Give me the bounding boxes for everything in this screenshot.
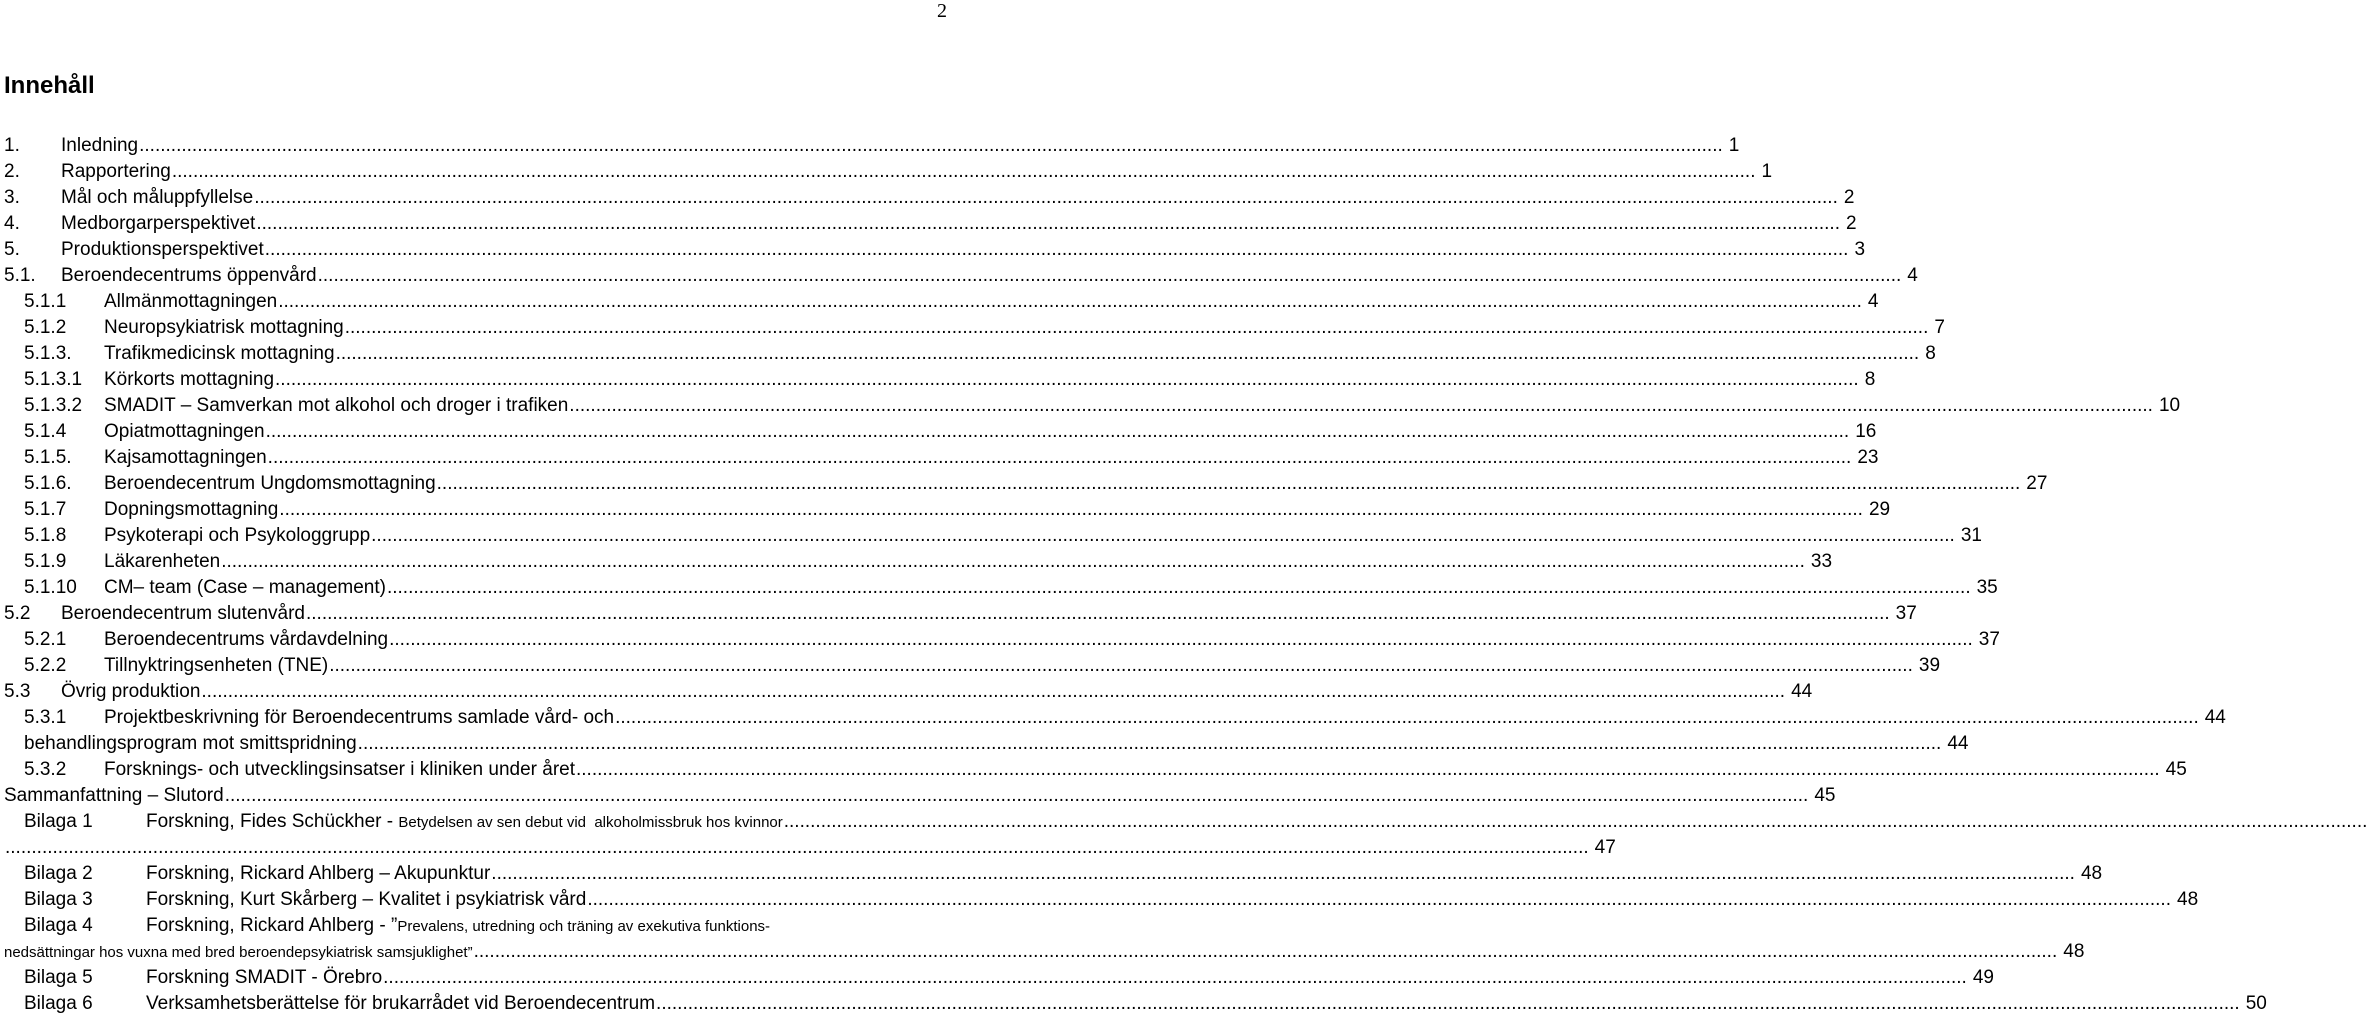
toc-dot-leader: ............................................................................................................................................................................................................................................................................................................	[264, 239, 1849, 260]
toc-entry-title: Forskning SMADIT - Örebro	[146, 967, 383, 988]
toc-entry-number: 4.	[4, 213, 20, 234]
toc-entry-page: 48	[2080, 863, 2103, 884]
toc-entry-number: 5.2.2	[24, 655, 67, 676]
toc-entry-page: 7	[1934, 317, 1945, 338]
toc-entry[interactable]	[0, 185, 1855, 211]
toc-entry[interactable]	[0, 237, 1866, 263]
toc-entry-page: 4	[1867, 291, 1879, 312]
toc-entry-title: Forskning, Fides Schückher -	[146, 811, 399, 832]
toc-dot-leader: ............................................................................................................................................................................................................................................................................................................	[569, 395, 2153, 416]
toc-entry-number: 5.1.	[4, 265, 36, 286]
toc-entry-title: Övrig produktion	[61, 681, 201, 702]
toc-entry-title: SMADIT – Samverkan mot alkohol och droger i trafiken	[104, 395, 569, 416]
toc-dot-leader: ............................................................................................................................................................................................................................................................................................................	[139, 135, 1723, 156]
toc-entry-number: 5.1.3.	[24, 343, 72, 364]
toc-entry-title: Forskning, Kurt Skårberg – Kvalitet i psykiatrisk vård	[146, 889, 587, 910]
toc-entry[interactable]	[0, 289, 1879, 315]
toc-dot-leader: ............................................................................................................................................................................................................................................................................................................	[587, 889, 2171, 910]
toc-entry[interactable]	[0, 341, 1936, 367]
toc-dot-leader: ............................................................................................................................................................................................................................................................................................................	[386, 577, 1971, 598]
toc-dot-leader: ............................................................................................................................................................................................................................................................................................................	[473, 941, 2058, 962]
toc-entry-number: 5.3.1	[24, 707, 67, 728]
toc-entry-page: 37	[1895, 603, 1917, 624]
toc-entry-page: 44	[1947, 733, 1969, 754]
toc-entry-page: 1	[1728, 135, 1740, 156]
toc-entry-page: 3	[1854, 239, 1866, 260]
toc-entry[interactable]	[0, 211, 1857, 237]
toc-entry-number: Bilaga 1	[24, 811, 93, 832]
toc-entry[interactable]	[0, 679, 1813, 705]
page-title: Innehåll	[4, 72, 95, 99]
toc-entry-number: 5.1.8	[24, 525, 67, 546]
toc-entry-number: Bilaga 6	[24, 993, 93, 1014]
toc-entry-page: 35	[1976, 577, 1998, 598]
toc-entry-number: 5.2	[4, 603, 31, 624]
toc-dot-leader: ............................................................................................................................................................................................................................................................................................................	[265, 421, 1850, 442]
toc-entry-number: 3.	[4, 187, 20, 208]
toc-dot-leader: ............................................................................................................................................................................................................................................................................................................	[344, 317, 1929, 338]
toc-dot-leader: ............................................................................................................................................................................................................................................................................................................	[5, 837, 1589, 858]
toc-entry-title: Dopningsmottagning	[104, 499, 279, 520]
toc-entry[interactable]	[0, 601, 1917, 627]
toc-entry-title: Medborgarperspektivet	[61, 213, 256, 234]
toc-entry-number: 5.3	[4, 681, 31, 702]
toc-dot-leader: ............................................................................................................................................................................................................................................................................................................	[335, 343, 1920, 364]
toc-entry-page: 8	[1864, 369, 1876, 390]
toc-entry-page: 31	[1960, 525, 1982, 546]
toc-entry-number: 5.1.6.	[24, 473, 72, 494]
toc-entry-page: 29	[1868, 499, 1891, 520]
toc-entry[interactable]	[0, 575, 1998, 601]
toc-entry[interactable]	[0, 393, 2181, 419]
toc-entry-number: 5.1.4	[24, 421, 67, 442]
toc-entry-title: Neuropsykiatrisk mottagning	[104, 317, 344, 338]
toc-dot-leader: ............................................................................................................................................................................................................................................................................................................	[254, 187, 1838, 208]
toc-entry-number: Bilaga 2	[24, 863, 93, 884]
toc-entry-number: 5.1.5.	[24, 447, 72, 468]
toc-entry[interactable]	[0, 835, 1616, 861]
toc-entry-page: 2	[1845, 213, 1857, 234]
toc-entry-number: 5.3.2	[24, 759, 67, 780]
page-number: 2	[937, 0, 947, 22]
toc-entry[interactable]	[0, 861, 2103, 887]
toc-entry-page: 2	[1843, 187, 1855, 208]
toc-entry[interactable]	[0, 887, 2199, 913]
toc-entry-page: 44	[2204, 707, 2226, 728]
toc-entry-page: 39	[1918, 655, 1941, 676]
toc-entry-page: 10	[2158, 395, 2181, 416]
toc-entry-number: 5.2.1	[24, 629, 67, 650]
toc-entry-title: Beroendecentrums vårdavdelning	[104, 629, 389, 650]
toc-entry-number: 5.1.2	[24, 317, 67, 338]
toc-entry-title: Psykoterapi och Psykologgrupp	[104, 525, 371, 546]
toc-entry-title: Verksamhetsberättelse för brukarrådet vid Beroendecentrum	[146, 993, 656, 1014]
toc-dot-leader: ............................................................................................................................................................................................................................................................................................................	[278, 291, 1862, 312]
toc-entry-subtitle: nedsättningar hos vuxna med bred beroendepsykiatrisk samsjuklighet”	[4, 944, 473, 961]
toc-entry[interactable]	[0, 159, 1773, 185]
toc-entry-title: Forskning, Rickard Ahlberg – Akupunktur	[146, 863, 491, 884]
table-of-contents	[0, 133, 2367, 1017]
toc-entry[interactable]	[0, 627, 2000, 653]
toc-dot-leader: ............................................................................................................................................................................................................................................................................................................	[383, 967, 1967, 988]
toc-entry[interactable]	[0, 757, 2187, 783]
toc-entry-number: 5.1.3.1	[24, 369, 83, 390]
toc-dot-leader: ............................................................................................................................................................................................................................................................................................................	[224, 785, 1809, 806]
toc-entry[interactable]	[0, 445, 1879, 471]
toc-entry[interactable]	[0, 471, 2048, 497]
toc-dot-leader: ............................................................................................................................................................................................................................................................................................................	[371, 525, 1955, 546]
toc-entry[interactable]	[0, 809, 2367, 835]
toc-entry-number: 5.1.3.2	[24, 395, 83, 416]
toc-entry-title: behandlingsprogram mot smittspridning	[24, 733, 357, 754]
toc-entry-page: 49	[1972, 967, 1994, 988]
toc-entry[interactable]	[0, 991, 2267, 1017]
toc-entry-page: 48	[2177, 889, 2199, 910]
toc-dot-leader: ............................................................................................................................................................................................................................................................................................................	[491, 863, 2075, 884]
toc-entry-page: 8	[1925, 343, 1936, 364]
toc-dot-leader: ............................................................................................................................................................................................................................................................................................................	[436, 473, 2021, 494]
toc-entry-title: Beroendecentrum slutenvård	[61, 603, 305, 624]
toc-entry[interactable]	[0, 523, 1982, 549]
toc-dot-leader: ............................................................................................................................................................................................................................................................................................................	[267, 447, 1852, 468]
toc-entry-title: Forskning, Rickard Ahlberg - ”	[146, 915, 398, 936]
toc-entry[interactable]	[0, 263, 1918, 289]
toc-entry[interactable]	[0, 653, 1941, 679]
toc-entry[interactable]	[0, 315, 1945, 341]
toc-dot-leader: ............................................................................................................................................................................................................................................................................................................	[305, 603, 1890, 624]
toc-entry[interactable]	[0, 913, 960, 939]
toc-entry-title: Trafikmedicinsk mottagning	[104, 343, 335, 364]
toc-dot-leader: ............................................................................................................................................................................................................................................................................................................	[389, 629, 1973, 650]
toc-entry-page: 27	[2026, 473, 2048, 494]
toc-entry-title: Produktionsperspektivet	[61, 239, 264, 260]
toc-entry-title: Kajsamottagningen	[104, 447, 267, 468]
toc-dot-leader: ............................................................................................................................................................................................................................................................................................................	[656, 993, 2240, 1014]
toc-entry-page: 48	[2063, 941, 2085, 962]
toc-entry-page: 33	[1810, 551, 1833, 572]
toc-entry-page: 23	[1857, 447, 1879, 468]
toc-entry[interactable]	[0, 731, 1969, 757]
toc-entry-number: 5.1.1	[24, 291, 67, 312]
toc-entry-page: 4	[1907, 265, 1918, 286]
toc-entry[interactable]	[0, 965, 1994, 991]
toc-entry[interactable]	[0, 783, 1836, 809]
toc-dot-leader: ............................................................................................................................................................................................................................................................................................................	[783, 811, 2367, 832]
toc-entry-page: 45	[2165, 759, 2187, 780]
toc-entry-title: Sammanfattning – Slutord	[4, 785, 224, 806]
toc-entry-number: Bilaga 5	[24, 967, 93, 988]
toc-entry-title: Rapportering	[61, 161, 171, 182]
toc-entry-page: 50	[2245, 993, 2267, 1014]
toc-entry-title: Opiatmottagningen	[104, 421, 265, 442]
toc-dot-leader: ............................................................................................................................................................................................................................................................................................................	[171, 161, 1756, 182]
toc-dot-leader: ............................................................................................................................................................................................................................................................................................................	[329, 655, 1913, 676]
toc-dot-leader: ............................................................................................................................................................................................................................................................................................................	[275, 369, 1859, 390]
toc-entry-title: Beroendecentrum Ungdomsmottagning	[104, 473, 436, 494]
toc-entry-number: 5.1.10	[24, 577, 77, 598]
toc-entry-page: 45	[1814, 785, 1836, 806]
toc-dot-leader: ............................................................................................................................................................................................................................................................................................................	[201, 681, 1786, 702]
toc-dot-leader: ............................................................................................................................................................................................................................................................................................................	[615, 707, 2199, 728]
toc-entry[interactable]	[0, 705, 2226, 731]
toc-entry-title: Läkarenheten	[104, 551, 221, 572]
toc-dot-leader: ............................................................................................................................................................................................................................................................................................................	[317, 265, 1902, 286]
toc-entry-subtitle: Prevalens, utredning och träning av exekutiva funktions-	[397, 918, 771, 935]
toc-entry-number: 5.1.9	[24, 551, 67, 572]
toc-entry[interactable]	[0, 549, 1833, 575]
toc-entry-title: Beroendecentrums öppenvård	[61, 265, 317, 286]
toc-entry-title: Allmänmottagningen	[104, 291, 278, 312]
toc-entry-subtitle: Betydelsen av sen debut vid alkoholmissbruk hos kvinnor	[398, 814, 783, 831]
toc-entry-title: Tillnyktringsenheten (TNE)	[104, 655, 329, 676]
toc-entry-number: Bilaga 4	[24, 915, 93, 936]
toc-entry-title: Forsknings- och utvecklingsinsatser i kliniken under året	[104, 759, 575, 780]
toc-entry[interactable]	[0, 419, 1877, 445]
toc-entry-page: 37	[1978, 629, 2000, 650]
toc-dot-leader: ............................................................................................................................................................................................................................................................................................................	[576, 759, 2160, 780]
toc-dot-leader: ............................................................................................................................................................................................................................................................................................................	[279, 499, 1863, 520]
toc-entry-number: 5.	[4, 239, 20, 260]
toc-entry[interactable]	[0, 133, 1740, 159]
toc-entry-number: 5.1.7	[24, 499, 67, 520]
toc-dot-leader: ............................................................................................................................................................................................................................................................................................................	[256, 213, 1840, 234]
toc-dot-leader: ............................................................................................................................................................................................................................................................................................................	[357, 733, 1942, 754]
toc-entry-title: Mål och måluppfyllelse	[61, 187, 254, 208]
toc-dot-leader: ............................................................................................................................................................................................................................................................................................................	[221, 551, 1805, 572]
toc-entry[interactable]	[0, 939, 2085, 965]
toc-entry-title: Körkorts mottagning	[104, 369, 275, 390]
toc-entry-page: 47	[1594, 837, 1616, 858]
toc-entry-title: CM– team (Case – management)	[104, 577, 386, 598]
toc-entry-number: 2.	[4, 161, 20, 182]
toc-entry-title: Projektbeskrivning för Beroendecentrums samlade vård- och	[104, 707, 615, 728]
toc-entry-page: 1	[1761, 161, 1773, 182]
toc-entry-number: Bilaga 3	[24, 889, 93, 910]
toc-entry-title: Inledning	[61, 135, 139, 156]
toc-entry[interactable]	[0, 367, 1876, 393]
toc-entry[interactable]	[0, 497, 1891, 523]
toc-entry-page: 44	[1791, 681, 1813, 702]
toc-entry-page: 16	[1855, 421, 1877, 442]
toc-entry-number: 1.	[4, 135, 20, 156]
